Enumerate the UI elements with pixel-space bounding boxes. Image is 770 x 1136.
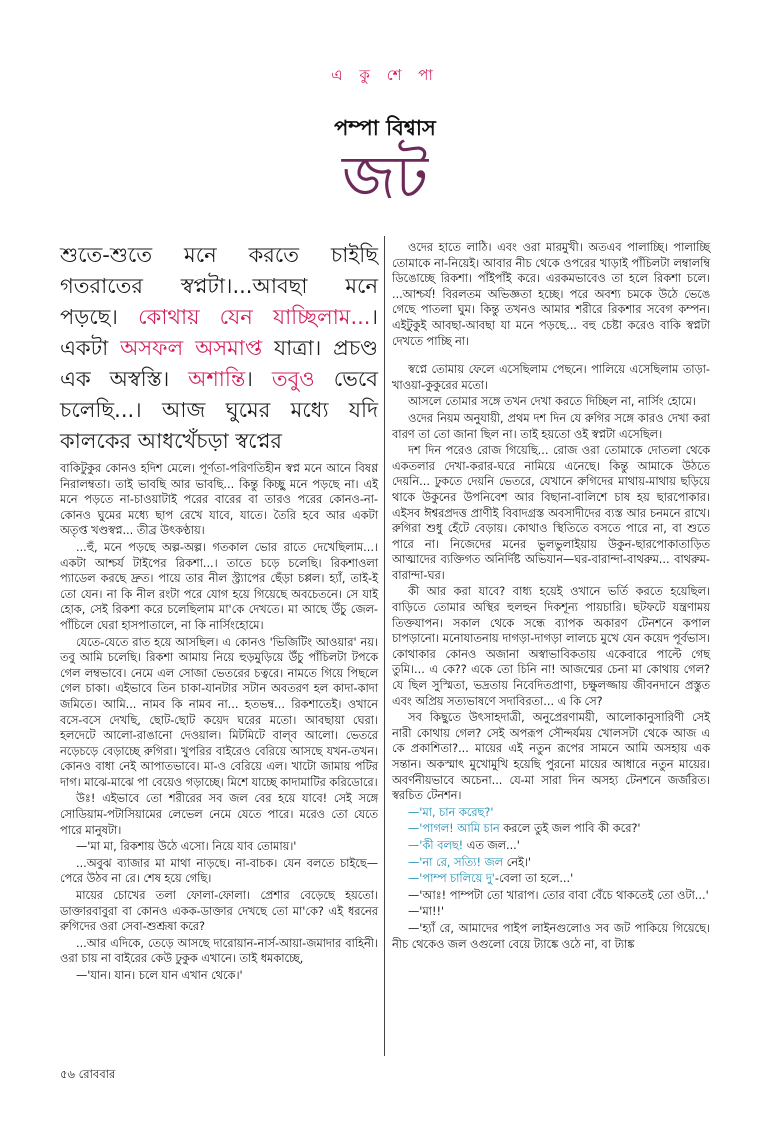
lead-paragraph [60,240,378,457]
body-paragraph: বাকিটুকুর কোনও হদিশ মেলে। পূর্ণতা-পরিণতিহীন স্বপ্ন মনে আনে বিষণ্ণ নিরালম্বতা। তাই ভাবছি আর ভাবছি... কিন্তু কিচ্ছু মনে পড়ছে না। এই মনে পড়তে না-চাওয়াটাই পরের বারের বা তারও পরের কোনও-না-কোনও ঘুমের মধ্যে ছাপ রেখে যাবে, যাতে। তৈরি হবে আর একটা অতৃপ্ত খণ্ডস্বপ্ন... তীব্র উৎকণ্ঠায়। [60,462,378,538]
dialogue-line [392,821,710,837]
body-paragraph: দশ দিন পরেও রোজ গিয়েছি... রোজ ওরা তোমাকে দোতলা থেকে একতলার দেখা-করার-ঘরে নামিয়ে এনেছে। কিন্তু আমাকে উঠতে দেয়নি... ঢুকতে দেয়নি ভেতরে, যেখানে রুগিদের মাথায়-মাথায় ছড়িয়ে থাকে উকুনের উপনিবেশ আর বিছানা-বালিশে চাষ হয় ছারপোকার। এইসব ঈশ্বরপ্রদত্ত প্রাণীই বিবাদগ্রস্ত অবসাদীদের ব্যস্ত আর চনমনে রাখে। রুগিরা শুধু হেঁটে বেড়ায়। কোথাও স্থিতিতে বসতে পারে না, বা শুতে পারে না। নিজেদের মনের ভুলভুলাইয়ায় উকুন-ছারপোকাতাড়িত আত্মাদের ব্যক্তিগত অনির্দিষ্ট অভিযান—ঘর-বারান্দা-বাথরুম... বাথরুম-বারান্দা-ঘর। [392,444,710,582]
body-paragraph: আসলে তোমার সঙ্গে তখন দেখা করতে দিচ্ছিল না, নার্সিং হোমে। [408,395,696,409]
body-paragraph: ওদের হাতে লাঠি। এবং ওরা মারমুখী। অতএব পালাচ্ছি। পালাচ্ছি তোমাকে না-নিয়েই। আবার নীচ থেকে ওপরের খাড়াই পাঁচিলটা লম্বালম্বি ডিঙোচ্ছে রিকশা। পাঁইপাঁই করে। এরকমভাবেও তা হলে রিকশা চলে। ...আশ্চর্য! বিরলতম অভিজ্ঞতা হচ্ছে। পরে অবশ্য চমকে উঠে ভেঙে গেছে পাতলা ঘুম। কিন্তু তখনও আমার শরীরে রিকশার সবেগ কম্পন। এইটুকুই আবছা-আবছা যা মনে পড়ছে... বহু চেষ্টা করেও বাকি স্বপ্নটা দেখতে পাচ্ছি না। [392,241,710,348]
lead-highlight: অসফল অসমাপ্ত [120,336,263,360]
dialogue-colored: —'মা, চান করেছ?' [408,805,494,819]
body-paragraph: ...আর এদিকে, তেড়ে আসছে দারোয়ান-নার্স-আয়া-জমাদার বাহিনী। ওরা চায় না বাইরের কেউ ঢুকুক এখানে। তাই ধমকাচ্ছে, [60,936,378,966]
dialogue-colored: —'কী বলছ! [408,838,464,852]
dialogue-line [392,805,710,821]
body-paragraph: কী আর করা যাবে? বাধ্য হয়েই ওখানে ভর্তি করতে হয়েছিল। বাড়িতে তোমার অস্থির হুলহুন দিকশূন্য পায়চারি। ছটফটে যন্ত্রণাময় তিক্তযাপন। সকাল থেকে সন্ধে ব্যাপক অকারণ টেনশনে কপাল চাপড়ানো। মনোযাতনায় দাগড়া-দাগড়া লালচে মুখে যেন কয়েদ পূর্বভাস। কোথাকার কোনও অজানা অস্বাভাবিকতায় একেবারে পাল্টে গেছ তুমি।... এ কে?? একে তো চিনি না! আজন্মের চেনা মা কোথায় গেল? যে ছিল সুস্মিতা, ভদ্রতায় নিবেদিতপ্রাণা, চক্ষুলজ্জায় জীবনদানে প্রস্তুত এবং অপ্রিয় সত্যভাষণে সদাবিরতা... এ কি সে? [392,585,710,708]
dialogue-plain: এত জল...' [463,838,520,852]
dialogue-line [392,838,710,854]
lead-highlight: অশান্তি [188,367,246,391]
dialogue-line [392,888,710,904]
column-divider [384,236,385,1056]
body-paragraph: স্বপ্নে তোমায় ফেলে এসেছিলাম পেছনে। পালিয়ে এসেছিলাম তাড়া-খাওয়া-কুকুরের মতো। [392,363,710,392]
lead-highlight: কোথায় যেন যাচ্ছিলাম... [138,305,371,329]
dialogue-plain: —'মা!!' [408,905,445,919]
dialogue-line [392,904,710,920]
section-break [392,350,710,362]
body-paragraph: ওদের নিয়ম অনুযায়ী, প্রথম দশ দিন যে রুগির সঙ্গে কারও দেখা করা বারণ তা তো জানা ছিল না। তাই হয়তো ওই স্বপ্নটা এসেছিল। [392,411,710,441]
dialogue-plain: করলে তুই জল পাবি কী করে?' [499,822,641,836]
body-paragraph: ...অবুঝ ব্যাজার মা মাথা নাড়ছে। না-বাচক। যেন বলতে চাইছে—পেরে উঠব না রে। শেষ হয়ে গেছি। [60,856,378,886]
dialogue-line [392,871,710,887]
dialogue-colored: —'না রে, সত্যি! জল [408,855,504,869]
dialogue-plain: —'হ্যাঁ রে, আমাদের পাইপ লাইনগুলোও সব জট পাকিয়ে গিয়েছে। নীচ থেকেও জল ওগুলো বেয়ে ট্যাঙ্কে ওঠে না, বা ট্যাঙ্ক [392,921,710,951]
author-name: পম্পা বিশ্বাস [334,116,436,140]
right-column [392,240,710,953]
body-paragraph: —'মা মা, রিকশায় উঠে এসো। নিয়ে যাব তোমায়।' [76,840,297,854]
dialogue-plain: নেই।' [503,855,532,869]
page-footer: ৫৬ রোববার [60,1067,116,1081]
dialogue-colored: —'পাম্প চালিয়ে দু' [408,872,495,886]
body-paragraph: মায়ের চোখের তলা ফোলা-ফোলা। প্রেশার বেড়েছে হয়তো। ডাক্তারবাবুরা বা কোনও একক-ডাক্তার দেখছে তো মা'কে? এই ধরনের রুগিদের ওরা সেবা-শুশ্রূষা করে? [60,889,378,934]
dialogue-line [392,855,710,871]
body-paragraph: যেতে-যেতে রাত হয়ে আসছিল। এ কোনও 'ভিজিটিং আওয়ার' নয়। তবু আমি চলেছি। রিকশা আমায় নিয়ে হুড়মুড়িয়ে উঁচু পাঁচিলটা টপকে গেল লম্বভাবে। নেমে এল সোজা ভেতরের চত্বরে। নামতে গিয়ে পিছলে গেল চাকা। এইভাবে তিন চাকা-যানটার সটান অবতরণ হল কাদা-কাদা জমিতে। আমি... নামব কি নামব না... হতভম্ব... রিকশাতেই। ওখানে বসে-বসে দেখছি, ছোট-ছোট কয়েদ ঘরের মতো। আবছায়া ঘেরা। হলদেটে আলো-রাঙানো দেওয়াল। মিটমিটে বাল্‌ব আলো। ভেতরে নড়েচড়ে বেড়াচ্ছে রুগিরা। খুপরির বাইরেও বেরিয়ে আসছে যখন-তখন। কোনও বাধা নেই আপাতভাবে। মা-ও বেরিয়ে এল। খাটো জামায় পটির দাগ। মাঝে-মাঝে পা বেয়েও গড়াচ্ছে। মিশে যাচ্ছে কাদামাটির করিডোরে। [60,635,378,789]
body-paragraph: ...হুঁ, মনে পড়ছে অল্প-অল্প। গতকাল ভোর রাতে দেখেছিলাম...। একটা আশ্চর্য টাইপের রিকশা...। তাতে চড়ে চলেছি। রিকশাওলা প্যাডেল করছে দ্রুত। পায়ে তার নীল স্ট্র্যাপের ছেঁড়া চপ্পল। হ্যাঁ, তাই-ই তো যেন। না কি নীল রংটা পরে যোগ হয়ে গিয়েছে অবচেতনে। সে যাই হোক, সেই রিকশা করে চলেছিলাম মা'কে দেখতে। মা আছে উঁচু জেল-পাঁচিলে ঘেরা হাসপাতালে, না কি নার্সিংহোমে। [60,540,378,632]
left-column [60,240,378,985]
dialogue-plain: —'আঃ! পাম্পটা তো খারাপ। তোর বাবা বেঁচে থাকতেই তো ওটা...' [408,888,709,902]
lead-text: ভেবে চলেছি...। আজ ঘুমের মধ্যে যদি কালকের আধখেঁচড়া স্বপ্নের [60,367,378,453]
story-title: জট [341,143,429,213]
dialogue-colored: —'পাগল! আমি চান [408,822,500,836]
lead-text: যাত্রা। প্রচণ্ড এক অস্বস্তি। [60,336,378,391]
lead-highlight: তবুও [271,367,315,391]
lead-text: শুতে-শুতে মনে করতে চাইছি গতরাতের স্বপ্নটা।...আবছা মনে পড়ছে। [60,243,378,329]
dialogue-line [392,921,710,952]
lead-text: । [245,367,272,391]
body-paragraph: উঃ! এইভাবে তো শরীরের সব জল বের হয়ে যাবে! সেই সঙ্গে সোডিয়াম-পটাসিয়ামের লেভেল নেমে যেতে পারে। মরেও তো যেতে পারে মানুষটা। [60,792,378,837]
lead-text: । একটা [60,305,378,360]
section-tag: এ কু শে পা [331,66,439,84]
body-paragraph: সব কিছুতে উৎসাহদাত্রী, অনুপ্রেরণাময়ী, আলোকানুসারিণী সেই নারী কোথায় গেল? সেই অপরূপ সৌন্দর্যময় খোলসটা থেকে আজ এ কে প্রকাশিতা?... মায়ের এই নতুন রূপের সামনে আমি অসহায় এক সন্তান। অকস্মাৎ মুখোমুখি হয়েছি পুরনো মায়ের আধারে নতুন মায়ের। অবর্ণনীয়ভাবে অচেনা... যে-মা সারা দিন অসহ্য টেনশনে জর্জরিত। স্বরচিত টেনশন। [392,711,710,803]
dialogue-plain: -বেলা তা হলে...' [494,872,574,886]
body-paragraph: —'যান। যান। চলে যান এখান থেকে।' [76,969,243,982]
